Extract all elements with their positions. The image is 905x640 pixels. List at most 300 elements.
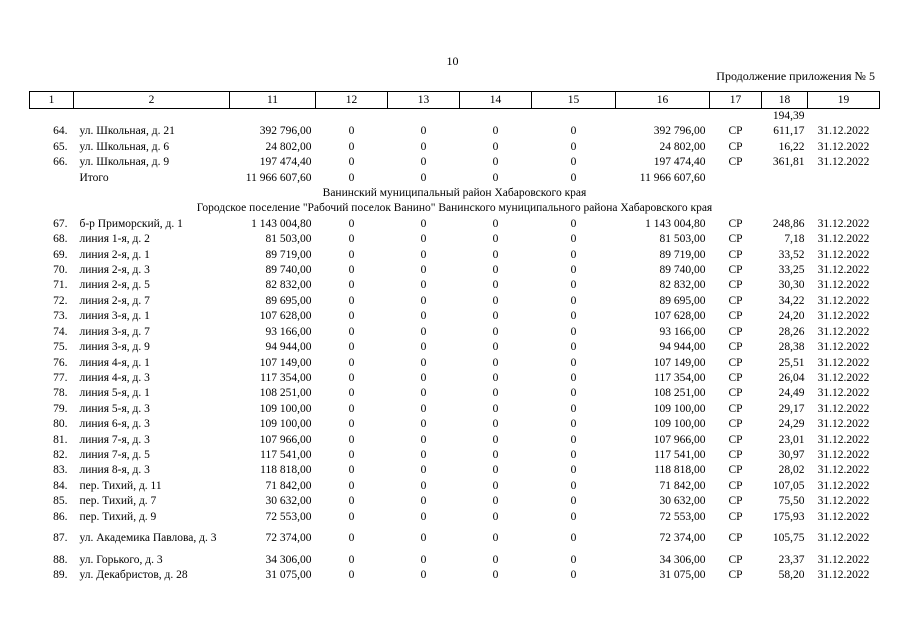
col12-cell: 0 <box>348 264 355 277</box>
col14-cell: 0 <box>492 140 499 153</box>
address-cell: ул. Школьная, д. 21 <box>79 125 175 138</box>
col12-cell: 0 <box>348 233 355 246</box>
col12-cell: 0 <box>348 140 355 153</box>
table-row <box>30 340 880 355</box>
col13-cell: 0 <box>420 356 427 369</box>
total-c11: 11 966 607,60 <box>245 171 312 184</box>
col15-cell: 0 <box>570 233 577 246</box>
unit-cost-cell: 33,52 <box>778 248 805 261</box>
unit-cost-cell: 7,18 <box>784 233 805 246</box>
funding-source-cell: СР <box>728 248 743 261</box>
col15-cell: 0 <box>570 532 577 545</box>
col13-cell: 0 <box>420 279 427 292</box>
col12-cell: 0 <box>348 553 355 566</box>
funding-source-cell: СР <box>728 553 743 566</box>
col14-cell: 0 <box>492 569 499 582</box>
address-cell: линия 7-я, д. 5 <box>79 448 150 461</box>
col12-cell: 0 <box>348 248 355 261</box>
row-number: 77. <box>53 371 68 384</box>
deadline-cell: 31.12.2022 <box>817 402 870 415</box>
column-header-8: 17 <box>710 92 762 109</box>
cost-final-cell: 81 503,00 <box>659 233 706 246</box>
total-row <box>30 171 880 186</box>
col12-cell: 0 <box>348 341 355 354</box>
unit-cost-cell: 26,04 <box>778 371 805 384</box>
table-row <box>30 494 880 509</box>
col13-cell: 0 <box>420 325 427 338</box>
table-row <box>30 568 880 583</box>
table-row <box>30 263 880 278</box>
deadline-cell: 31.12.2022 <box>817 325 870 338</box>
col14-cell: 0 <box>492 279 499 292</box>
col13-cell: 0 <box>420 510 427 523</box>
row-number: 71. <box>53 279 68 292</box>
funding-source-cell: СР <box>728 402 743 415</box>
cost-total-cell: 72 374,00 <box>265 532 312 545</box>
col12-cell: 0 <box>348 279 355 292</box>
col15-cell: 0 <box>570 433 577 446</box>
address-cell: линия 2-я, д. 7 <box>79 294 150 307</box>
col15-cell: 0 <box>570 279 577 292</box>
continuation-label: Продолжение приложения № 5 <box>716 69 875 83</box>
cost-final-cell: 117 354,00 <box>654 371 706 384</box>
col12-cell: 0 <box>348 371 355 384</box>
table-row <box>30 232 880 247</box>
col12-cell: 0 <box>348 310 355 323</box>
empty-cell <box>808 171 880 186</box>
deadline-cell: 31.12.2022 <box>817 479 870 492</box>
col13-cell: 0 <box>420 140 427 153</box>
col14-cell: 0 <box>492 433 499 446</box>
empty-cell <box>762 171 808 186</box>
cost-final-cell: 107 966,00 <box>653 433 706 446</box>
cost-final-cell: 24 802,00 <box>659 140 706 153</box>
cost-total-cell: 94 944,00 <box>265 341 312 354</box>
unit-cost-cell: 107,05 <box>772 479 805 492</box>
col12-cell: 0 <box>348 156 355 169</box>
col13-cell: 0 <box>420 294 427 307</box>
column-header-4: 13 <box>388 92 460 109</box>
row-number: 84. <box>53 479 68 492</box>
funding-source-cell: СР <box>728 264 743 277</box>
unit-cost-cell: 24,29 <box>778 418 805 431</box>
cost-total-cell: 118 818,00 <box>260 464 312 477</box>
address-cell: ул. Академика Павлова, д. 3 <box>79 532 217 545</box>
row-number: 69. <box>53 248 68 261</box>
cost-final-cell: 89 740,00 <box>659 264 706 277</box>
row-number: 86. <box>53 510 68 523</box>
settlement-heading: Городское поселение "Рабочий поселок Ванино" Ванинского муниципального района Хабаровского края <box>196 202 713 215</box>
col14-cell: 0 <box>492 294 499 307</box>
col13-cell: 0 <box>420 125 427 138</box>
deadline-cell: 31.12.2022 <box>817 140 870 153</box>
address-cell: линия 5-я, д. 1 <box>79 387 150 400</box>
deadline-cell: 31.12.2022 <box>817 418 870 431</box>
row-number: 83. <box>53 464 68 477</box>
cost-final-cell: 1 143 004,80 <box>645 217 706 230</box>
funding-source-cell: СР <box>728 495 743 508</box>
funding-source-cell: СР <box>728 371 743 384</box>
row-number: 87. <box>53 532 68 545</box>
table-row <box>30 155 880 170</box>
col13-cell: 0 <box>420 248 427 261</box>
address-cell: ул. Горького, д. 3 <box>79 553 163 566</box>
row-number: 85. <box>53 495 68 508</box>
cost-total-cell: 1 143 004,80 <box>251 217 312 230</box>
col15-cell: 0 <box>570 156 577 169</box>
col15-cell: 0 <box>570 495 577 508</box>
unit-cost-cell: 24,20 <box>778 310 805 323</box>
unit-cost-cell: 58,20 <box>778 569 805 582</box>
table-body <box>30 92 880 584</box>
cost-total-cell: 107 149,00 <box>259 356 312 369</box>
deadline-cell: 31.12.2022 <box>817 294 870 307</box>
col14-cell: 0 <box>492 310 499 323</box>
total-c15: 0 <box>570 171 577 184</box>
col15-cell: 0 <box>570 464 577 477</box>
deadline-cell: 31.12.2022 <box>817 448 870 461</box>
address-cell: пер. Тихий, д. 9 <box>79 510 157 523</box>
funding-source-cell: СР <box>728 448 743 461</box>
address-cell: пер. Тихий, д. 7 <box>79 495 157 508</box>
col14-cell: 0 <box>492 217 499 230</box>
empty-cell <box>710 171 762 186</box>
col14-cell: 0 <box>492 510 499 523</box>
cost-final-cell: 392 796,00 <box>653 125 706 138</box>
cost-final-cell: 34 306,00 <box>659 553 706 566</box>
cost-final-cell: 109 100,00 <box>653 418 706 431</box>
row-number: 75. <box>53 341 68 354</box>
column-header-2: 11 <box>230 92 316 109</box>
deadline-cell: 31.12.2022 <box>817 233 870 246</box>
col15-cell: 0 <box>570 325 577 338</box>
col12-cell: 0 <box>348 125 355 138</box>
appendix-table-container <box>29 91 879 584</box>
col14-cell: 0 <box>492 387 499 400</box>
col15-cell: 0 <box>570 510 577 523</box>
table-row <box>30 510 880 525</box>
funding-source-cell: СР <box>728 341 743 354</box>
col13-cell: 0 <box>420 402 427 415</box>
table-row <box>30 525 880 553</box>
row-number: 82. <box>53 448 68 461</box>
total-c14: 0 <box>492 171 499 184</box>
funding-source-cell: СР <box>728 325 743 338</box>
deadline-cell: 31.12.2022 <box>817 532 870 545</box>
unit-cost-cell: 248,86 <box>772 217 805 230</box>
address-cell: линия 3-я, д. 9 <box>79 341 150 354</box>
table-row <box>30 248 880 263</box>
address-cell: ул. Школьная, д. 6 <box>79 140 170 153</box>
table-row <box>30 371 880 386</box>
total-c16: 11 966 607,60 <box>639 171 706 184</box>
row-number: 89. <box>53 569 68 582</box>
table-row <box>30 294 880 309</box>
table-row <box>30 325 880 340</box>
table-row <box>30 386 880 401</box>
col13-cell: 0 <box>420 387 427 400</box>
funding-source-cell: СР <box>728 387 743 400</box>
col12-cell: 0 <box>348 418 355 431</box>
col15-cell: 0 <box>570 418 577 431</box>
unit-cost-cell: 28,02 <box>778 464 805 477</box>
funding-source-cell: СР <box>728 125 743 138</box>
col14-cell: 0 <box>492 464 499 477</box>
deadline-cell: 31.12.2022 <box>817 356 870 369</box>
cost-total-cell: 117 541,00 <box>260 448 312 461</box>
unit-cost-cell: 361,81 <box>772 156 805 169</box>
row-number: 78. <box>53 387 68 400</box>
cost-total-cell: 72 553,00 <box>265 510 312 523</box>
address-cell: линия 2-я, д. 1 <box>79 248 150 261</box>
cost-final-cell: 94 944,00 <box>659 341 706 354</box>
row-number: 81. <box>53 433 68 446</box>
address-cell: линия 4-я, д. 3 <box>79 371 150 384</box>
row-number: 67. <box>53 217 68 230</box>
table-row <box>30 448 880 463</box>
cost-total-cell: 109 100,00 <box>259 402 312 415</box>
address-cell: линия 7-я, д. 3 <box>79 433 150 446</box>
row-number: 70. <box>53 264 68 277</box>
deadline-cell: 31.12.2022 <box>817 310 870 323</box>
funding-source-cell: СР <box>728 217 743 230</box>
col12-cell: 0 <box>348 294 355 307</box>
col15-cell: 0 <box>570 402 577 415</box>
funding-source-cell: СР <box>728 233 743 246</box>
col13-cell: 0 <box>420 532 427 545</box>
col14-cell: 0 <box>492 248 499 261</box>
col15-cell: 0 <box>570 553 577 566</box>
page-number: 10 <box>446 54 459 68</box>
cost-final-cell: 30 632,00 <box>659 495 706 508</box>
cost-total-cell: 109 100,00 <box>259 418 312 431</box>
funding-source-cell: СР <box>728 532 743 545</box>
col12-cell: 0 <box>348 217 355 230</box>
table-row <box>30 356 880 371</box>
col15-cell: 0 <box>570 448 577 461</box>
column-header-7: 16 <box>616 92 710 109</box>
address-cell: ул. Декабристов, д. 28 <box>79 569 188 582</box>
row-number: 88. <box>53 553 68 566</box>
col13-cell: 0 <box>420 479 427 492</box>
funding-source-cell: СР <box>728 433 743 446</box>
col14-cell: 0 <box>492 233 499 246</box>
deadline-cell: 31.12.2022 <box>817 387 870 400</box>
cost-total-cell: 107 966,00 <box>259 433 312 446</box>
cost-total-cell: 117 354,00 <box>260 371 312 384</box>
cost-total-cell: 197 474,40 <box>259 156 312 169</box>
unit-cost-cell: 24,49 <box>778 387 805 400</box>
col14-cell: 0 <box>492 448 499 461</box>
cost-total-cell: 81 503,00 <box>265 233 312 246</box>
col15-cell: 0 <box>570 217 577 230</box>
column-header-6: 15 <box>532 92 616 109</box>
cost-final-cell: 197 474,40 <box>653 156 706 169</box>
cost-final-cell: 118 818,00 <box>654 464 706 477</box>
table-row <box>30 124 880 139</box>
col13-cell: 0 <box>420 217 427 230</box>
deadline-cell: 31.12.2022 <box>817 264 870 277</box>
col14-cell: 0 <box>492 495 499 508</box>
cost-total-cell: 392 796,00 <box>259 125 312 138</box>
address-cell: линия 2-я, д. 5 <box>79 279 150 292</box>
col12-cell: 0 <box>348 356 355 369</box>
address-cell: линия 4-я, д. 1 <box>79 356 150 369</box>
cost-final-cell: 108 251,00 <box>653 387 706 400</box>
table-row <box>30 278 880 293</box>
cost-total-cell: 82 832,00 <box>265 279 312 292</box>
cost-final-cell: 109 100,00 <box>653 402 706 415</box>
col12-cell: 0 <box>348 387 355 400</box>
cost-final-cell: 107 628,00 <box>653 310 706 323</box>
deadline-cell: 31.12.2022 <box>817 510 870 523</box>
table-row <box>30 309 880 324</box>
row-number: 74. <box>53 325 68 338</box>
deadline-cell: 31.12.2022 <box>817 217 870 230</box>
col15-cell: 0 <box>570 294 577 307</box>
address-cell: линия 1-я, д. 2 <box>79 233 150 246</box>
deadline-cell: 31.12.2022 <box>817 464 870 477</box>
unit-cost-cell: 30,97 <box>778 448 805 461</box>
row-number: 80. <box>53 418 68 431</box>
col15-cell: 0 <box>570 125 577 138</box>
total-label: Итого <box>79 171 109 184</box>
col15-cell: 0 <box>570 569 577 582</box>
col12-cell: 0 <box>348 402 355 415</box>
deadline-cell: 31.12.2022 <box>817 569 870 582</box>
table-row <box>30 140 880 155</box>
deadline-cell: 31.12.2022 <box>817 553 870 566</box>
col14-cell: 0 <box>492 125 499 138</box>
col13-cell: 0 <box>420 464 427 477</box>
row-number: 64. <box>53 125 68 138</box>
funding-source-cell: СР <box>728 464 743 477</box>
deadline-cell: 31.12.2022 <box>817 125 870 138</box>
cost-final-cell: 93 166,00 <box>659 325 706 338</box>
unit-cost-cell: 105,75 <box>772 532 805 545</box>
column-header-5: 14 <box>460 92 532 109</box>
table-row <box>30 463 880 478</box>
unit-cost-cell: 28,26 <box>778 325 805 338</box>
col15-cell: 0 <box>570 310 577 323</box>
cost-total-cell: 89 695,00 <box>265 294 312 307</box>
cost-final-cell: 117 541,00 <box>654 448 706 461</box>
carry-over-value: 194,39 <box>772 110 805 122</box>
funding-source-cell: СР <box>728 140 743 153</box>
unit-cost-cell: 23,01 <box>778 433 805 446</box>
col14-cell: 0 <box>492 402 499 415</box>
address-cell: линия 5-я, д. 3 <box>79 402 150 415</box>
col15-cell: 0 <box>570 479 577 492</box>
funding-source-cell: СР <box>728 294 743 307</box>
address-cell: ул. Школьная, д. 9 <box>79 156 170 169</box>
table-row <box>30 402 880 417</box>
unit-cost-cell: 16,22 <box>778 140 805 153</box>
col13-cell: 0 <box>420 553 427 566</box>
cost-total-cell: 89 719,00 <box>265 248 312 261</box>
col15-cell: 0 <box>570 140 577 153</box>
deadline-cell: 31.12.2022 <box>817 495 870 508</box>
table-row <box>30 217 880 232</box>
deadline-cell: 31.12.2022 <box>817 433 870 446</box>
col12-cell: 0 <box>348 495 355 508</box>
col12-cell: 0 <box>348 532 355 545</box>
col14-cell: 0 <box>492 264 499 277</box>
col12-cell: 0 <box>348 325 355 338</box>
col15-cell: 0 <box>570 264 577 277</box>
cost-final-cell: 72 374,00 <box>659 532 706 545</box>
table-row <box>30 479 880 494</box>
total-c12: 0 <box>348 171 355 184</box>
cost-final-cell: 71 842,00 <box>659 479 706 492</box>
cost-final-cell: 31 075,00 <box>659 569 706 582</box>
col13-cell: 0 <box>420 156 427 169</box>
col14-cell: 0 <box>492 156 499 169</box>
table-row <box>30 417 880 432</box>
col14-cell: 0 <box>492 532 499 545</box>
settlement-heading-row <box>30 201 880 216</box>
col14-cell: 0 <box>492 479 499 492</box>
funding-source-cell: СР <box>728 510 743 523</box>
col13-cell: 0 <box>420 371 427 384</box>
row-number: 73. <box>53 310 68 323</box>
col12-cell: 0 <box>348 448 355 461</box>
cost-total-cell: 30 632,00 <box>265 495 312 508</box>
funding-source-cell: СР <box>728 156 743 169</box>
appendix-table <box>29 91 880 584</box>
col14-cell: 0 <box>492 341 499 354</box>
empty-cell <box>30 171 74 186</box>
row-number: 72. <box>53 294 68 307</box>
address-cell: линия 3-я, д. 7 <box>79 325 150 338</box>
cost-total-cell: 34 306,00 <box>265 553 312 566</box>
unit-cost-cell: 175,93 <box>772 510 805 523</box>
funding-source-cell: СР <box>728 569 743 582</box>
unit-cost-cell: 611,17 <box>773 125 805 138</box>
deadline-cell: 31.12.2022 <box>817 371 870 384</box>
column-header-10: 19 <box>808 92 880 109</box>
col13-cell: 0 <box>420 495 427 508</box>
col14-cell: 0 <box>492 325 499 338</box>
funding-source-cell: СР <box>728 479 743 492</box>
address-cell: б-р Приморский, д. 1 <box>79 217 183 230</box>
col12-cell: 0 <box>348 433 355 446</box>
unit-cost-cell: 34,22 <box>778 294 805 307</box>
cost-total-cell: 107 628,00 <box>259 310 312 323</box>
cost-total-cell: 71 842,00 <box>265 479 312 492</box>
table-row <box>30 433 880 448</box>
cost-final-cell: 82 832,00 <box>659 279 706 292</box>
col15-cell: 0 <box>570 387 577 400</box>
row-number: 76. <box>53 356 68 369</box>
address-cell: линия 6-я, д. 3 <box>79 418 150 431</box>
col13-cell: 0 <box>420 569 427 582</box>
cost-total-cell: 89 740,00 <box>265 264 312 277</box>
col15-cell: 0 <box>570 371 577 384</box>
col15-cell: 0 <box>570 341 577 354</box>
address-cell: линия 3-я, д. 1 <box>79 310 150 323</box>
district-heading-row <box>30 186 880 201</box>
row-number: 65. <box>53 140 68 153</box>
deadline-cell: 31.12.2022 <box>817 248 870 261</box>
column-header-9: 18 <box>762 92 808 109</box>
funding-source-cell: СР <box>728 279 743 292</box>
cost-final-cell: 72 553,00 <box>659 510 706 523</box>
col14-cell: 0 <box>492 418 499 431</box>
unit-cost-cell: 29,17 <box>778 402 805 415</box>
funding-source-cell: СР <box>728 310 743 323</box>
column-header-1: 2 <box>74 92 230 109</box>
